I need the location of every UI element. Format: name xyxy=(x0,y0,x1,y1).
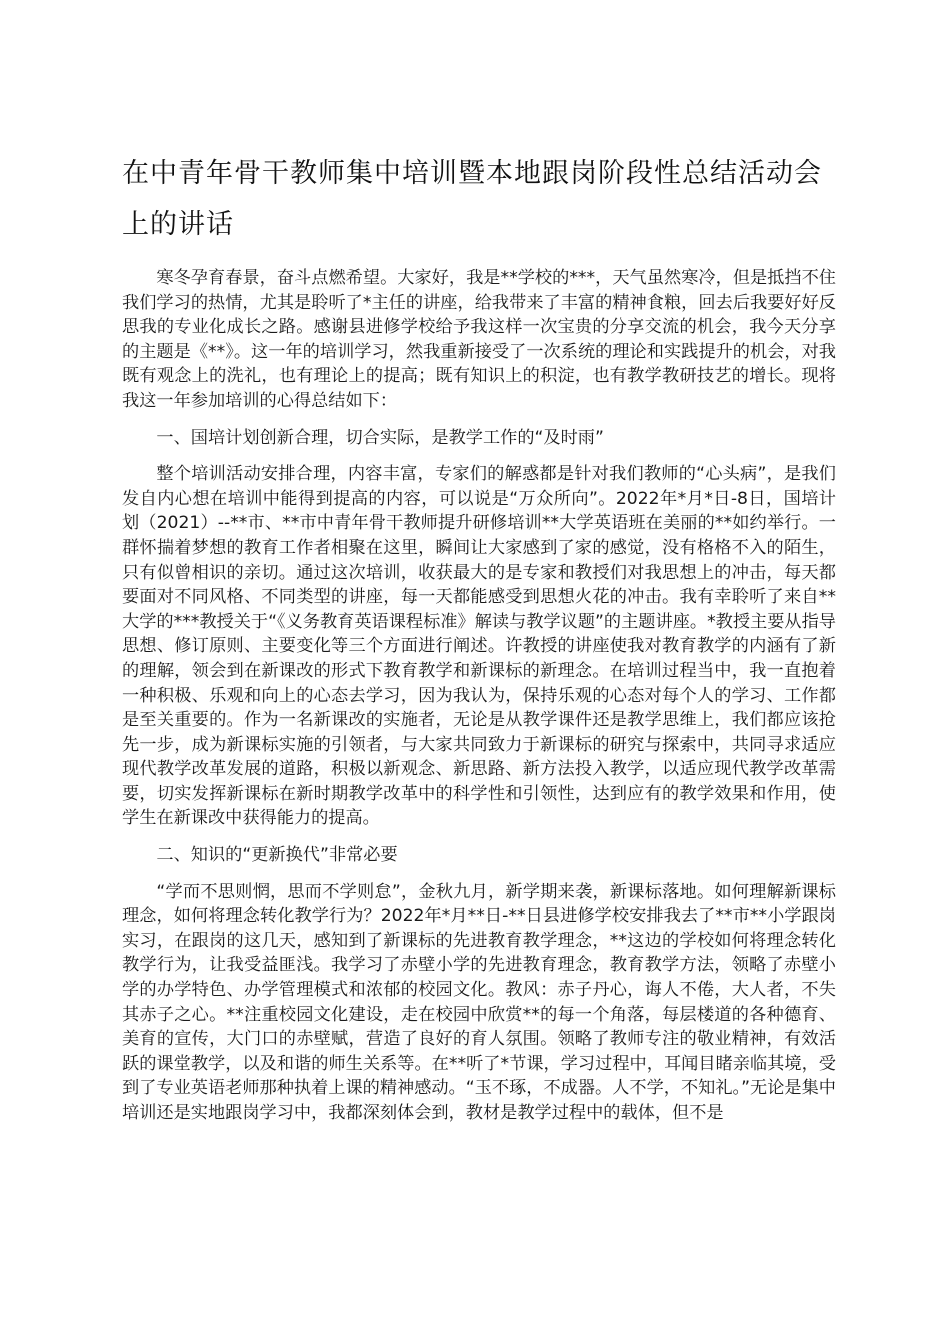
section-1-paragraph: 整个培训活动安排合理，内容丰富，专家们的解惑都是针对我们教师的“心头病”，是我们发自内心想在培训中能得到提高的内容，可以说是“万众所向”。2022年*月*日-8日，国培计划（2021）--**市、**市中青年骨干教师提升研修培训**大学英语班在美丽的**如约举行。一群怀揣着梦想的教育工作者相聚在这里，瞬间让大家感到了家的感觉，没有格格不入的陌生，只有似曾相识的亲切。通过这次培训，收获最大的是专家和教授们对我思想上的冲击，每天都要面对不同风格、不同类型的讲座，每一天都能感受到思想火花的冲击。我有幸聆听了来自**大学的***教授关于“《义务教育英语课程标准》解读与教学议题”的主题讲座。*教授主要从指导思想、修订原则、主要变化等三个方面进行阐述。许教授的讲座使我对教育教学的内涵有了新的理解，领会到在新课改的形式下教育教学和新课标的新理念。在培训过程当中，我一直抱着一种积极、乐观和向上的心态去学习，因为我认为，保持乐观的心态对每个人的学习、工作都是至关重要的。作为一名新课改的实施者，无论是从教学课件还是教学思维上，我们都应该抢先一步，成为新课标实施的引领者，与大家共同致力于新课标的研究与探索中，共同寻求适应现代教学改革发展的道路，积极以新观念、新思路、新方法投入教学，以适应现代教学改革需要，切实发挥新课标在新时期教学改革中的科学性和引领性，达到应有的教学效果和作用，使学生在新课改中获得能力的提高。 xyxy=(122,464,836,829)
section-2-paragraph: “学而不思则惘，思而不学则怠”，金秋九月，新学期来袭，新课标落地。如何理解新课标理念，如何将理念转化教学行为？2022年*月**日-**日县进修学校安排我去了**市**小学跟岗实习，在跟岗的这几天，感知到了新课标的先进教育教学理念，**这边的学校如何将理念转化教学行为，让我受益匪浅。我学习了赤壁小学的先进教育理念，教育教学方法，领略了赤壁小学的办学特色、办学管理模式和浓郁的校园文化。教风：赤子丹心，诲人不倦，大人者，不失其赤子之心。**注重校园文化建设，走在校园中欣赏**的每一个角落，每层楼道的各种德育、美育的宣传，大门口的赤壁赋，营造了良好的育人氛围。领略了教师专注的敬业精神，有效活跃的课堂教学，以及和谐的师生关系等。在**听了*节课，学习过程中，耳闻目睹亲临其境，受到了专业英语老师那种执着上课的精神感动。“玉不琢，不成器。人不学，不知礼。”无论是集中培训还是实地跟岗学习中，我都深刻体会到，教材是教学过程中的载体，但不是 xyxy=(122,881,836,1123)
document-title: 在中青年骨干教师集中培训暨本地跟岗阶段性总结活动会上的讲话 xyxy=(122,158,822,240)
section-2-heading: 二、知识的“更新换代”非常必要 xyxy=(156,845,398,866)
intro-paragraph: 寒冬孕育春景，奋斗点燃希望。大家好，我是**学校的***，天气虽然寒冷，但是抵挡不住我们学习的热情，尤其是聆听了*主任的讲座，给我带来了丰富的精神食粮，回去后我要好好反思我的专业化成长之路。感谢县进修学校给予我这样一次宝贵的分享交流的机会，我今天分享的主题是《**》。这一年的培训学习，然我重新接受了一次系统的理论和实践提升的机会，对我既有观念上的洗礼，也有理论上的提高；既有知识上的积淀，也有教学教研技艺的增长。现将我这一年参加培训的心得总结如下： xyxy=(122,268,836,411)
section-1-heading: 一、国培计划创新合理，切合实际，是教学工作的“及时雨” xyxy=(156,427,604,448)
document-page xyxy=(122,148,836,1138)
